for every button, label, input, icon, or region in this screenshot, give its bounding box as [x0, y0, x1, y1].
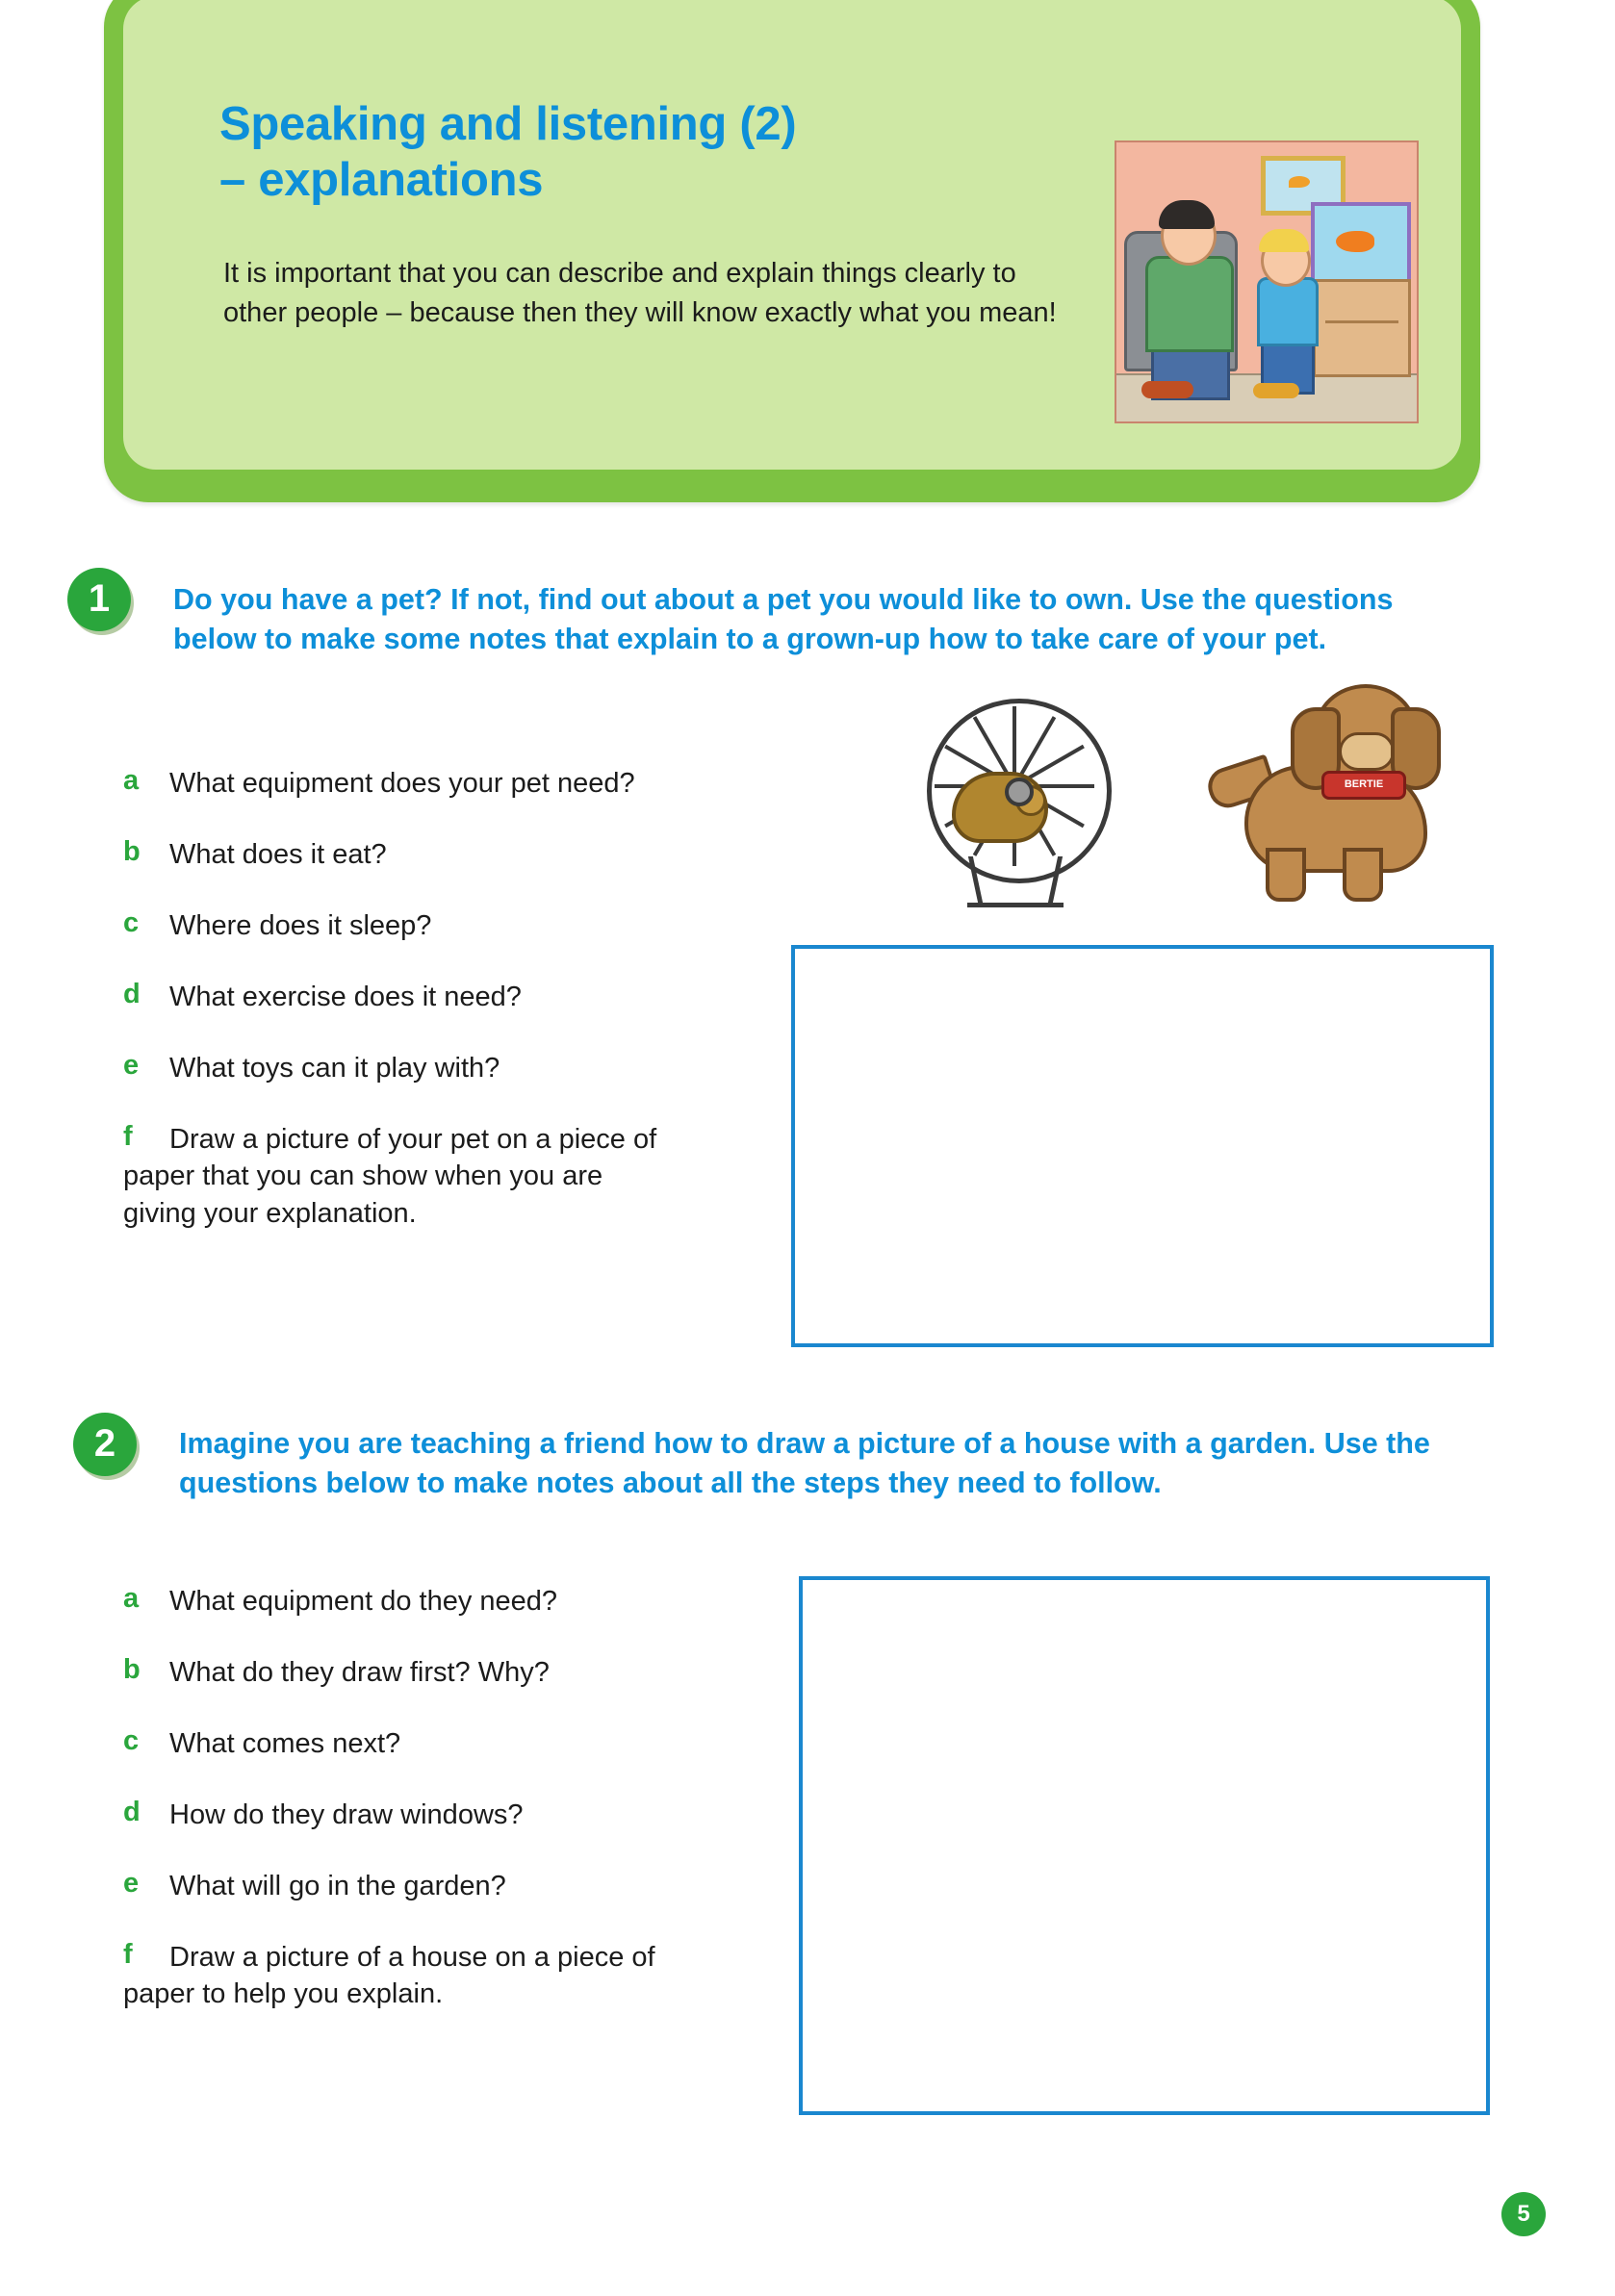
question-number-1: 1: [67, 568, 131, 631]
list-item: [123, 765, 874, 813]
dog-with-collar-illustration: [1198, 678, 1477, 905]
item-text: What exercise does it need?: [169, 982, 522, 1012]
item-letter: e: [123, 1868, 140, 1899]
question-prompt-2: Imagine you are teaching a friend how to draw a picture of a house with a garden. Use the questions below to make notes about all the steps they need to follow.: [179, 1427, 1430, 1499]
header-panel-inner: [123, 0, 1461, 470]
boy-body: [1257, 277, 1319, 346]
item-letter: a: [123, 765, 140, 796]
man-hair: [1159, 200, 1215, 229]
man-body: [1145, 256, 1234, 352]
question-number-2: 2: [73, 1413, 137, 1476]
wheel-stand: [967, 856, 1064, 907]
dog-leg: [1266, 848, 1306, 902]
dog-collar-tag: BERTIE: [1321, 771, 1406, 800]
answer-area-2[interactable]: [799, 1576, 1490, 2115]
boy-shoes: [1253, 383, 1299, 398]
question-1-subitems: [123, 765, 874, 1255]
item-letter: b: [123, 836, 141, 867]
list-item: [123, 1121, 662, 1232]
item-letter: f: [123, 1121, 133, 1152]
answer-area-1[interactable]: [791, 945, 1494, 1347]
dog-leg: [1343, 848, 1383, 902]
man-shoes: [1141, 381, 1193, 398]
item-letter: d: [123, 1797, 141, 1827]
item-letter: c: [123, 907, 140, 938]
list-item: [123, 1654, 797, 1702]
header-intro-text: It is important that you can describe and explain things clearly to other people – because then they will know exactly what you mean!: [223, 258, 1057, 328]
item-text: What equipment do they need?: [169, 1586, 558, 1617]
list-item: [123, 1939, 662, 2013]
cabinet-icon: [1313, 279, 1411, 377]
page-title: [219, 97, 1086, 209]
item-text: How do they draw windows?: [169, 1799, 524, 1830]
hamster-icon: [952, 772, 1048, 843]
list-item: [123, 1725, 797, 1773]
question-2-subitems: [123, 1583, 797, 2036]
list-item: [123, 979, 874, 1027]
list-item: [123, 1797, 797, 1845]
item-text: What toys can it play with?: [169, 1053, 500, 1084]
item-letter: b: [123, 1654, 141, 1685]
wheel-hub: [1005, 778, 1034, 806]
item-letter: c: [123, 1725, 140, 1756]
item-letter: e: [123, 1050, 140, 1081]
item-letter: f: [123, 1939, 133, 1970]
item-text: Draw a picture of your pet on a piece of paper that you can show when you are giving your explanation.: [123, 1124, 657, 1229]
page-title-line-1: Speaking and listening (2): [219, 98, 797, 150]
dog-snout: [1339, 732, 1395, 771]
boy-hair: [1259, 229, 1309, 252]
item-text: What does it eat?: [169, 839, 387, 870]
man-and-boy-with-fish-tank-illustration: [1115, 140, 1419, 423]
list-item: [123, 1583, 797, 1631]
list-item: [123, 907, 874, 956]
item-text: What equipment does your pet need?: [169, 768, 635, 799]
item-letter: d: [123, 979, 141, 1009]
page-title-line-2: – explanations: [219, 153, 544, 206]
question-prompt-1: Do you have a pet? If not, find out about a pet you would like to own. Use the questions below to make some notes that explain to a grown-up how to take care of your pet.: [173, 583, 1394, 655]
item-letter: a: [123, 1583, 140, 1614]
list-item: [123, 1050, 874, 1098]
item-text: What do they draw first? Why?: [169, 1657, 550, 1688]
fish-tank-icon: [1311, 202, 1411, 287]
header-panel: [104, 0, 1480, 502]
hamster-in-exercise-wheel-illustration: [910, 693, 1121, 914]
item-text: What will go in the garden?: [169, 1871, 506, 1901]
list-item: [123, 836, 874, 884]
page-number: 5: [1501, 2192, 1546, 2236]
item-text: Where does it sleep?: [169, 910, 432, 941]
item-text: Draw a picture of a house on a piece of paper to help you explain.: [123, 1942, 655, 2010]
item-text: What comes next?: [169, 1728, 401, 1759]
list-item: [123, 1868, 797, 1916]
